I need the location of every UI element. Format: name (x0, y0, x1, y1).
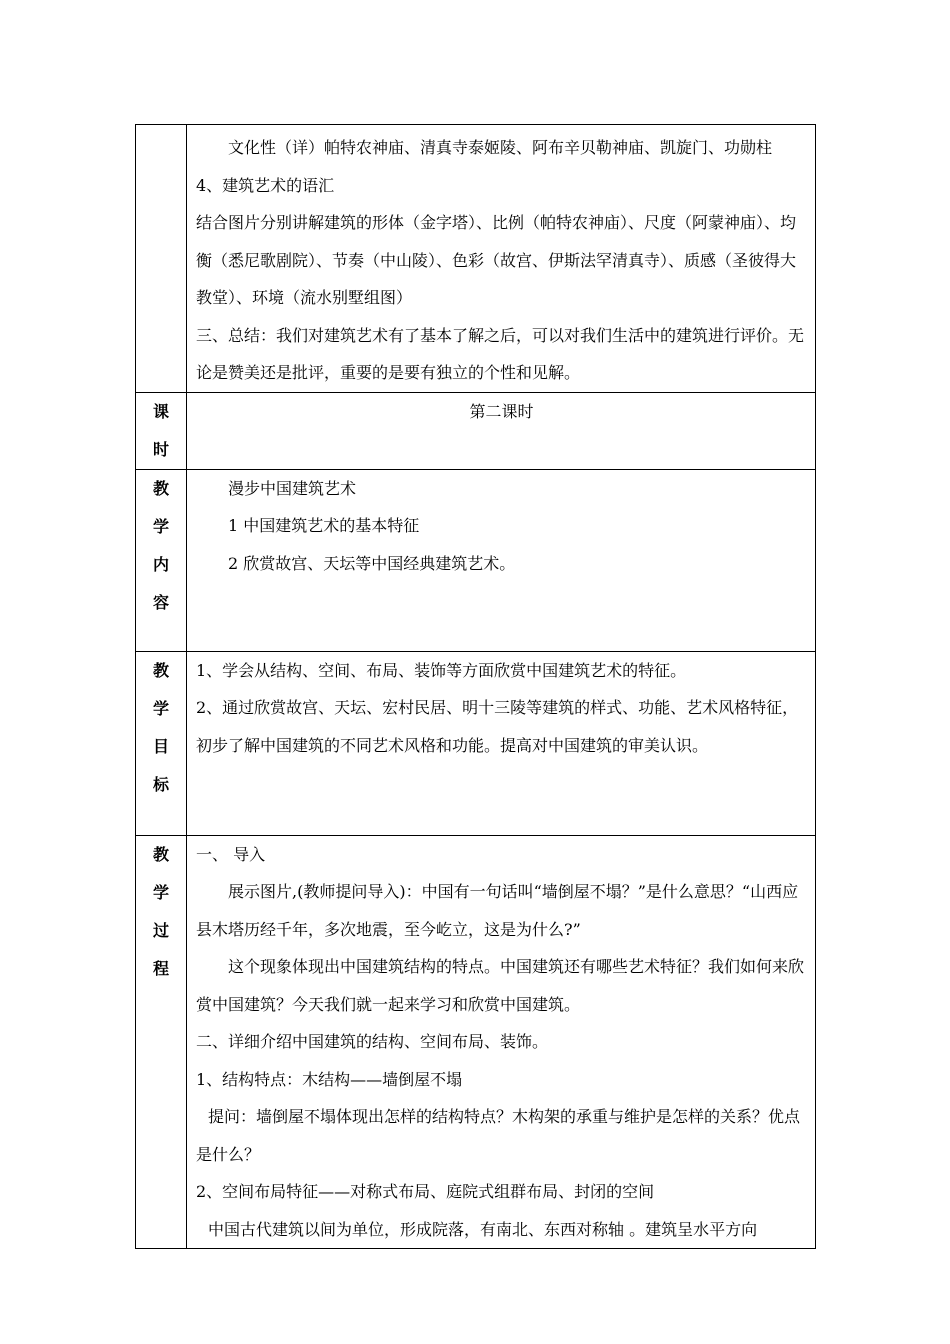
text-line: 1、学会从结构、空间、布局、装饰等方面欣赏中国建筑艺术的特征。 (196, 660, 687, 680)
text-line: 文化性（详）帕特农神庙、清真寺泰姬陵、阿布辛贝勒神庙、凯旋门、功勋柱 (228, 138, 773, 157)
label-char: 标 (152, 774, 169, 794)
text-line: 二、详细介绍中国建筑的结构、空间布局、装饰。 (196, 1032, 549, 1051)
row-label-empty (136, 125, 187, 393)
label-char: 课 (152, 401, 169, 421)
table-row (136, 835, 816, 1249)
row-content (187, 835, 816, 1249)
label-char: 时 (152, 439, 169, 459)
text-line: 一、 导入 (196, 844, 266, 864)
label-char: 学 (152, 882, 169, 902)
row-content (187, 125, 816, 393)
label-char: 教 (152, 660, 169, 680)
lesson-plan-table (135, 124, 816, 1249)
table-row (136, 125, 816, 393)
table-row (136, 392, 816, 469)
label-char: 过 (152, 920, 169, 940)
row-label-teaching-process (136, 835, 187, 1249)
label-char: 学 (152, 698, 169, 718)
row-content (187, 651, 816, 835)
row-label-class-period (136, 392, 187, 469)
row-label-teaching-goals (136, 651, 187, 835)
text-line: 4、建筑艺术的语汇 (196, 175, 335, 195)
text-line: 2 欣赏故宫、天坛等中国经典建筑艺术。 (228, 553, 516, 573)
table-row (136, 469, 816, 651)
text-line: 中国古代建筑以间为单位，形成院落，有南北、东西对称轴 。建筑呈水平方向 (208, 1219, 758, 1239)
label-char: 教 (152, 844, 169, 864)
text-line: 漫步中国建筑艺术 (228, 478, 357, 498)
text-line: 2、通过欣赏故宫、天坛、宏村民居、明十三陵等建筑的样式、功能、艺术风格特征，初步了解中国建筑的不同艺术风格和功能。提高对中国建筑的审美认识。 (196, 698, 799, 755)
label-char: 容 (152, 592, 169, 612)
label-char: 程 (152, 958, 169, 978)
text-line: 结合图片分别讲解建筑的形体（金字塔）、比例（帕特农神庙）、尺度（阿蒙神庙）、均衡（悉尼歌剧院）、节奏（中山陵）、色彩（故宫、伊斯法罕清真寺）、质感（圣彼得大教堂）、环境（流水别墅组图） (196, 213, 797, 307)
label-char: 内 (152, 554, 169, 574)
label-char: 教 (152, 478, 169, 498)
label-char: 学 (152, 516, 169, 536)
text-line: 三、总结：我们对建筑艺术有了基本了解之后，可以对我们生活中的建筑进行评价。无论是赞美还是批评，重要的是要有独立的个性和见解。 (196, 325, 805, 382)
table-row (136, 651, 816, 835)
row-content (187, 392, 816, 469)
label-char: 目 (152, 736, 169, 756)
text-line: 1 中国建筑艺术的基本特征 (228, 516, 420, 535)
row-label-teaching-content (136, 469, 187, 651)
text-line: 提问：墙倒屋不塌体现出怎样的结构特点？木构架的承重与维护是怎样的关系？优点是什么？ (196, 1107, 801, 1164)
text-line: 1、结构特点：木结构——墙倒屋不塌 (196, 1069, 463, 1089)
text-line: 2、空间布局特征——对称式布局、庭院式组群布局、封闭的空间 (196, 1182, 655, 1201)
period-title: 第二课时 (469, 401, 534, 421)
row-content (187, 469, 816, 651)
text-line: 这个现象体现出中国建筑结构的特点。中国建筑还有哪些艺术特征？我们如何来欣赏中国建筑？今天我们就一起来学习和欣赏中国建筑。 (196, 957, 805, 1014)
text-line: 展示图片,(教师提问导入)：中国有一句话叫“墙倒屋不塌？”是什么意思？“山西应县木塔历经千年，多次地震，至今屹立，这是为什么?” (196, 882, 799, 939)
